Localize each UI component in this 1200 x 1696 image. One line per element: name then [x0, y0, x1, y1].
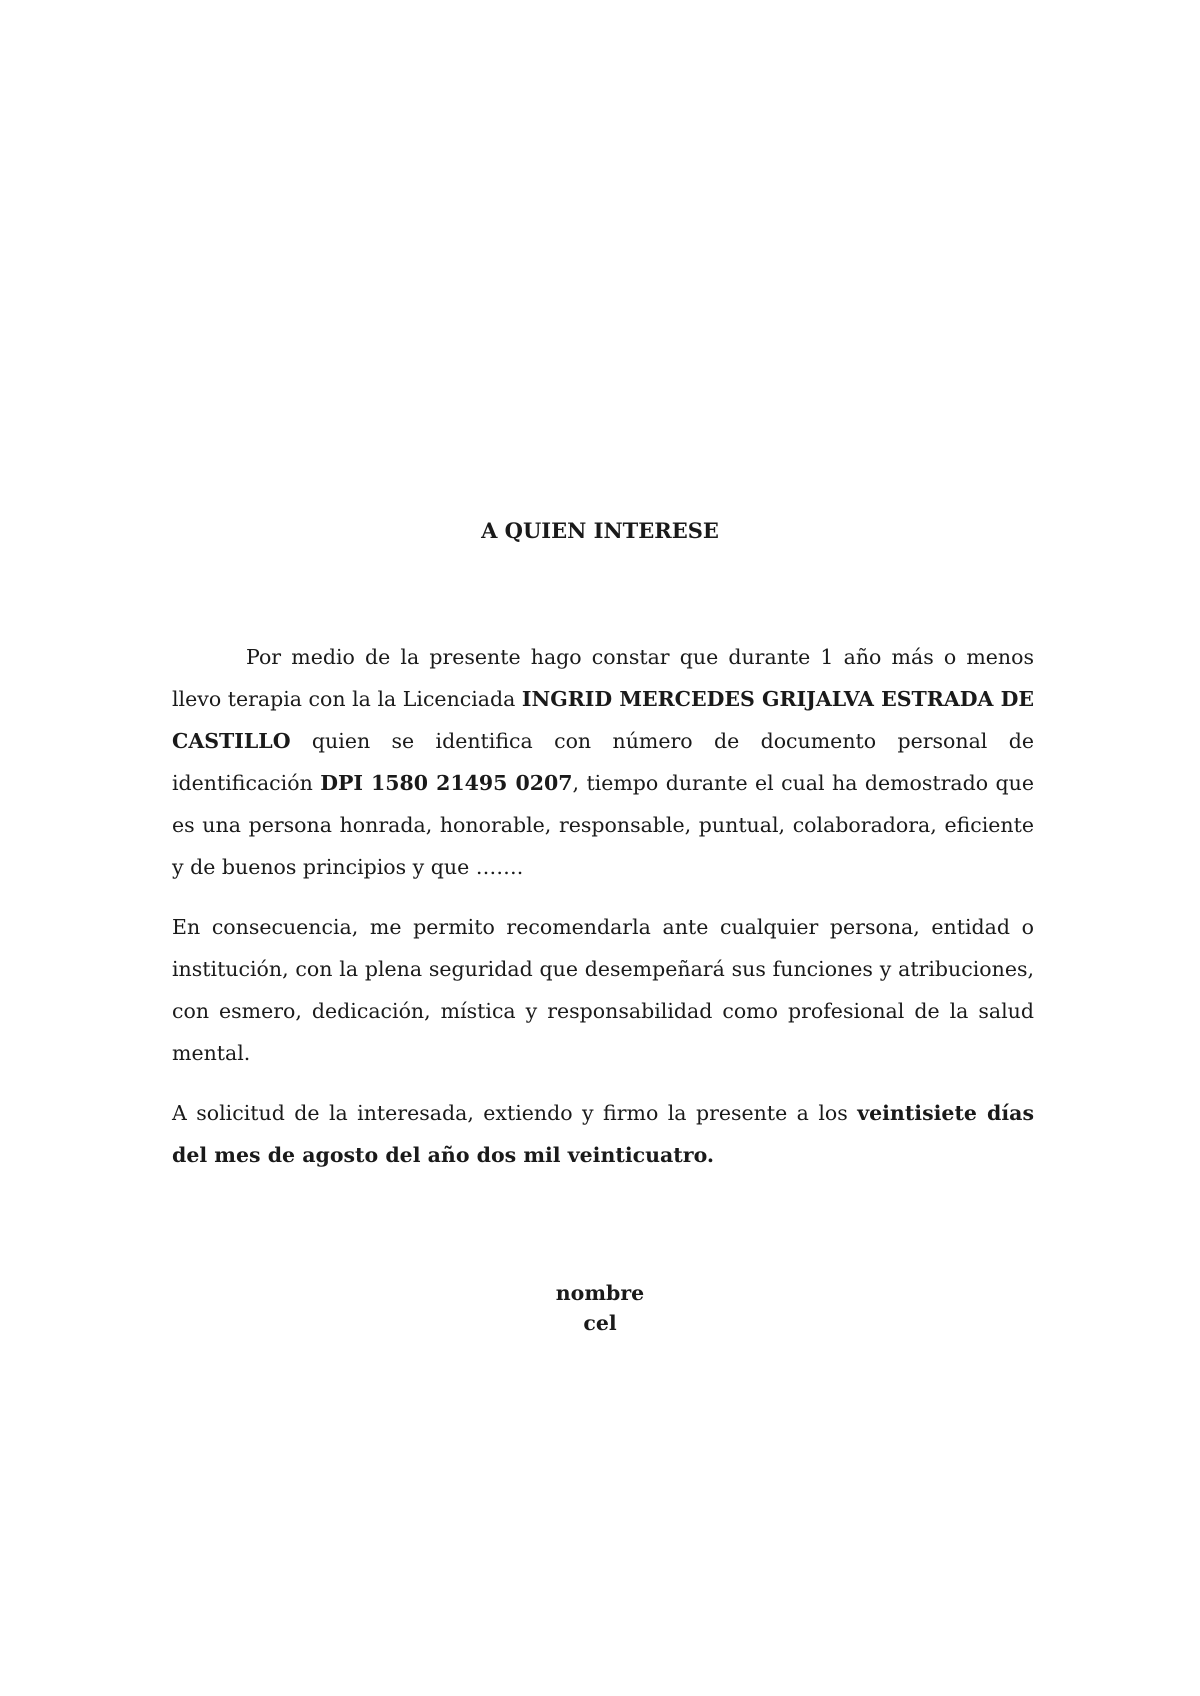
document-title: A QUIEN INTERESE [481, 518, 719, 543]
paragraph-text: A solicitud de la interesada, extiendo y firmo la presente a los [172, 1101, 858, 1125]
paragraph-text: , tiempo durante el cual ha demostrado que es una persona honrada, honorable, responsable, puntual, colaboradora, eficiente y de buenos principios y que ……. [172, 771, 1034, 879]
document-body [172, 636, 1034, 1194]
paragraph-text: quien se identifica con número de documento personal de identificación [172, 729, 1034, 795]
paragraph-closing [172, 1092, 1034, 1176]
paragraph-recommendation: En consecuencia, me permito recomendarla ante cualquier persona, entidad o institución, con la plena seguridad que desempeñará sus funciones y atribuciones, con esmero, dedicación, mística y responsabilidad como profesional de la salud mental. [172, 915, 1034, 1065]
signature-name: nombre [555, 1281, 645, 1305]
signature-block [0, 1278, 1200, 1338]
closing-date: veintisiete días del mes de agosto del año dos mil veinticuatro. [172, 1101, 1034, 1167]
signature-phone: cel [583, 1311, 617, 1335]
licensee-name: INGRID MERCEDES GRIJALVA ESTRADA DE CASTILLO [172, 687, 1034, 753]
dpi-number: DPI 1580 21495 0207 [320, 771, 573, 795]
paragraph-text: Por medio de la presente hago constar que durante 1 año más o menos llevo terapia con la la Licenciada [172, 645, 1034, 711]
paragraph-certification [172, 636, 1034, 888]
